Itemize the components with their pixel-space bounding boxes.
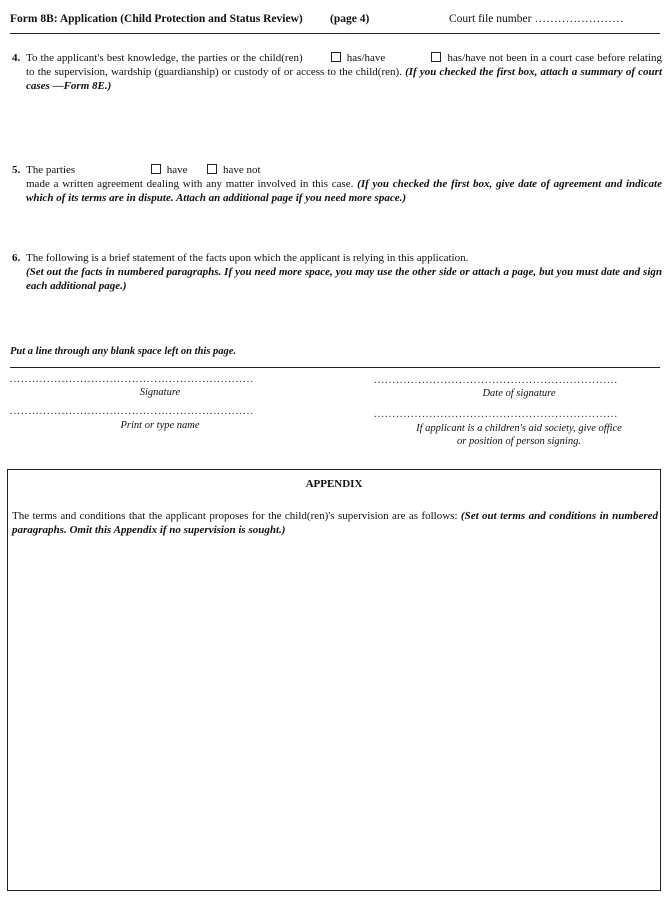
item-4-checkbox-has[interactable] (331, 52, 341, 62)
item-5-opt-have: have (166, 164, 188, 176)
header-divider (10, 33, 660, 34)
office-position-field[interactable]: .................................................................. (374, 409, 619, 420)
item-6 (10, 252, 662, 296)
item-4-checkbox-has-not[interactable] (431, 52, 441, 62)
item-6-text (26, 252, 662, 293)
date-of-signature-field[interactable]: .................................................................. (374, 375, 619, 386)
item-6-note: (Set out the facts in numbered paragraphs. If you need more space, you may use the other side or attach a page, but you must date and sign each additional page.) (26, 265, 662, 292)
item-4-number: 4. (12, 52, 21, 64)
form-header (10, 12, 660, 28)
item-4-note: (If you checked the first box, attach a summary of court cases —Form 8E.) (26, 65, 662, 92)
appendix-note: (Set out terms and conditions in numbered paragraphs. Omit this Appendix if no supervision is sought.) (12, 510, 658, 536)
appendix-lead: The terms and conditions that the applicant proposes for the child(ren)'s supervision are as follows: (12, 510, 458, 522)
signature-label: Signature (139, 387, 181, 398)
item-4-opt-has: has/have (346, 52, 386, 64)
office-label-line-1: If applicant is a children's aid society, give office (416, 423, 622, 434)
item-5-lead: The parties (26, 164, 76, 176)
section-divider (10, 367, 660, 368)
item-5-checkbox-have[interactable] (151, 164, 161, 174)
item-6-number: 6. (12, 252, 21, 264)
item-4-rest: relating to the supervision, wardship (guardianship) or custody of or access to the child(ren). (26, 52, 663, 78)
court-file-number-field[interactable]: ....................... (535, 13, 625, 25)
item-5-text (26, 164, 662, 205)
blank-space-instruction: Put a line through any blank space left on this page. (10, 346, 237, 357)
print-name-label: Print or type name (120, 420, 200, 431)
page-number: (page 4) (330, 13, 370, 25)
item-5-checkbox-have-not[interactable] (207, 164, 217, 174)
appendix-title: APPENDIX (305, 478, 363, 490)
court-file-label: Court file number (449, 13, 532, 25)
appendix-text (12, 510, 658, 538)
date-of-signature-label: Date of signature (482, 388, 556, 399)
office-label-line-2: or position of person signing. (457, 436, 581, 448)
item-4 (10, 52, 662, 96)
form-title: Form 8B: Application (Child Protection and Status Review) (10, 13, 303, 25)
item-5-rest: made a written agreement dealing with any matter involved in this case. (26, 177, 354, 190)
print-name-field[interactable]: .................................................................. (10, 406, 255, 417)
signature-field[interactable]: .................................................................. (10, 374, 255, 385)
office-position-label (374, 422, 664, 448)
item-5-opt-have-not: have not (222, 164, 261, 176)
item-4-opt-has-not: has/have not been in a court case before (447, 52, 626, 64)
item-5-number: 5. (12, 164, 21, 176)
item-4-lead: To the applicant's best knowledge, the parties or the child(ren) (26, 52, 303, 64)
item-4-text (26, 52, 662, 93)
item-5 (10, 164, 662, 204)
item-5-note: (If you checked the first box, give date of agreement and indicate which of its terms are in dispute. Attach an additional page if you need more space.) (26, 177, 662, 204)
item-6-lead: The following is a brief statement of the facts upon which the applicant is relying in this application. (26, 252, 469, 264)
